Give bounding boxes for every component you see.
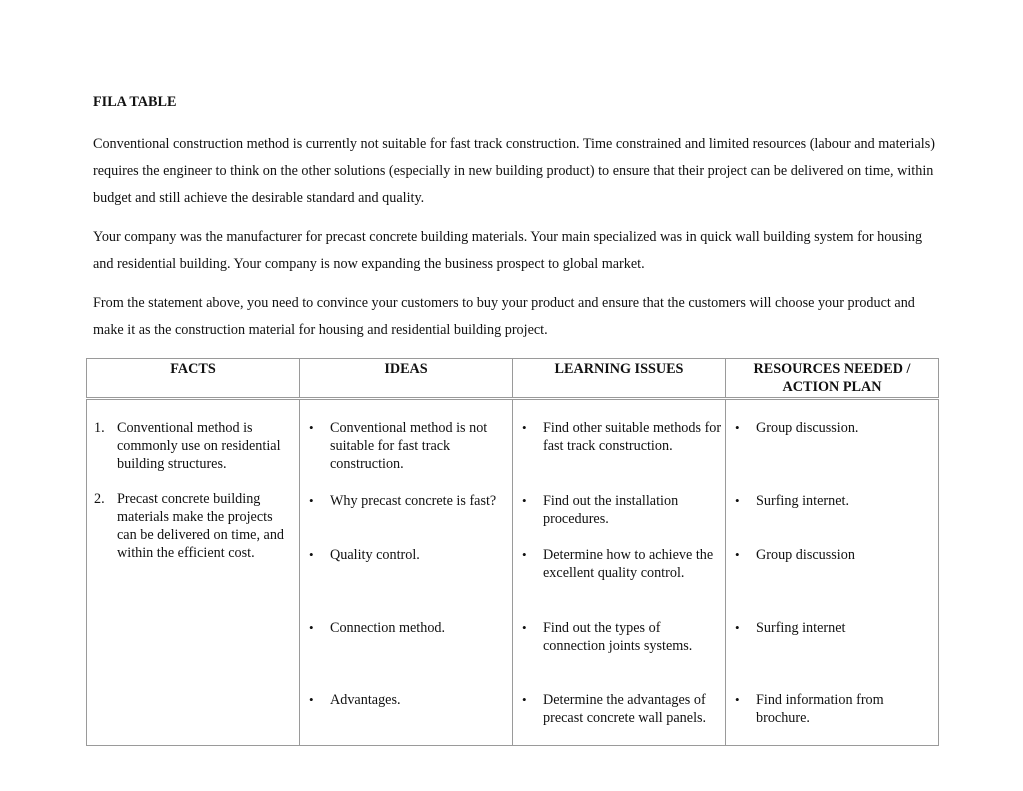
bullet-icon: • bbox=[309, 493, 314, 508]
resource-text: Group discussion. bbox=[756, 420, 859, 436]
resources-cell bbox=[726, 399, 939, 746]
document-body bbox=[93, 93, 938, 356]
bullet-icon: • bbox=[309, 547, 314, 562]
document-title: FILA TABLE bbox=[93, 94, 177, 110]
header-ideas: IDEAS bbox=[300, 359, 513, 399]
bullet-icon: • bbox=[522, 620, 527, 635]
facts-cell bbox=[87, 399, 300, 746]
paragraph-2: Your company was the manufacturer for precast concrete building materials. Your main specialized was in quick wall building system for housing and residential building. Your company is now expanding the business prospect to global market. bbox=[93, 229, 923, 272]
list-item bbox=[520, 619, 726, 655]
paragraph-1: Conventional construction method is currently not suitable for fast track construction. Time constrained and limited resources (labour and materials) requires the engineer to think on the other solutions (especially in new building product) to ensure that their project can be delivered on time, within budget and still achieve the desirable standard and quality. bbox=[93, 136, 935, 206]
idea-text: Why precast concrete is fast? bbox=[330, 493, 497, 509]
fact-item bbox=[94, 419, 294, 473]
learning-issue-text: Determine how to achieve the excellent quality control. bbox=[543, 547, 714, 581]
fact-text: Conventional method is commonly use on residential building structures. bbox=[117, 420, 281, 472]
resource-text: Find information from brochure. bbox=[756, 692, 884, 726]
fact-number: 1. bbox=[94, 420, 105, 436]
list-item bbox=[307, 546, 513, 564]
learning-issue-text: Find out the types of connection joints systems. bbox=[543, 620, 693, 654]
list-item bbox=[733, 419, 939, 437]
list-item bbox=[307, 619, 513, 637]
idea-text: Quality control. bbox=[330, 547, 420, 563]
list-item bbox=[520, 419, 726, 455]
bullet-icon: • bbox=[522, 420, 527, 435]
resources-list bbox=[726, 400, 938, 745]
bullet-icon: • bbox=[735, 692, 740, 707]
bullet-icon: • bbox=[309, 620, 314, 635]
bullet-icon: • bbox=[735, 420, 740, 435]
bullet-icon: • bbox=[309, 420, 314, 435]
fila-table bbox=[86, 358, 939, 746]
table-header-row bbox=[87, 359, 939, 399]
ideas-cell bbox=[300, 399, 513, 746]
list-item bbox=[733, 492, 939, 510]
learning-issue-text: Determine the advantages of precast concrete wall panels. bbox=[543, 692, 707, 726]
bullet-icon: • bbox=[522, 547, 527, 562]
idea-text: Connection method. bbox=[330, 620, 446, 636]
list-item bbox=[733, 691, 939, 727]
list-item bbox=[733, 546, 939, 564]
facts-list bbox=[94, 419, 294, 579]
list-item bbox=[307, 691, 513, 709]
idea-text: Conventional method is not suitable for fast track construction. bbox=[330, 420, 488, 472]
bullet-icon: • bbox=[735, 493, 740, 508]
resource-text: Surfing internet. bbox=[756, 493, 849, 509]
idea-text: Advantages. bbox=[330, 692, 401, 708]
bullet-icon: • bbox=[735, 620, 740, 635]
list-item bbox=[520, 492, 726, 528]
fact-number: 2. bbox=[94, 491, 105, 507]
header-learning-issues: LEARNING ISSUES bbox=[513, 359, 726, 399]
learning-issues-list bbox=[513, 400, 725, 745]
table-row bbox=[87, 399, 939, 746]
bullet-icon: • bbox=[522, 692, 527, 707]
list-item bbox=[307, 419, 513, 473]
list-item bbox=[520, 691, 726, 727]
list-item bbox=[307, 492, 513, 510]
list-item bbox=[520, 546, 726, 582]
header-resources: RESOURCES NEEDED / ACTION PLAN bbox=[726, 359, 939, 399]
fact-item bbox=[94, 490, 294, 562]
learning-issue-text: Find out the installation procedures. bbox=[543, 493, 679, 527]
paragraph-3: From the statement above, you need to convince your customers to buy your product and ensure that the customers will choose your product and make it as the construction material for housing and residential building project. bbox=[93, 295, 915, 338]
list-item bbox=[733, 619, 939, 637]
bullet-icon: • bbox=[735, 547, 740, 562]
resource-text: Group discussion bbox=[756, 547, 855, 563]
fact-text: Precast concrete building materials make the projects can be delivered on time, and within the efficient cost. bbox=[117, 491, 285, 561]
learning-issues-cell bbox=[513, 399, 726, 746]
ideas-list bbox=[300, 400, 512, 745]
bullet-icon: • bbox=[522, 493, 527, 508]
resource-text: Surfing internet bbox=[756, 620, 846, 636]
header-facts: FACTS bbox=[87, 359, 300, 399]
bullet-icon: • bbox=[309, 692, 314, 707]
learning-issue-text: Find other suitable methods for fast track construction. bbox=[543, 420, 722, 454]
